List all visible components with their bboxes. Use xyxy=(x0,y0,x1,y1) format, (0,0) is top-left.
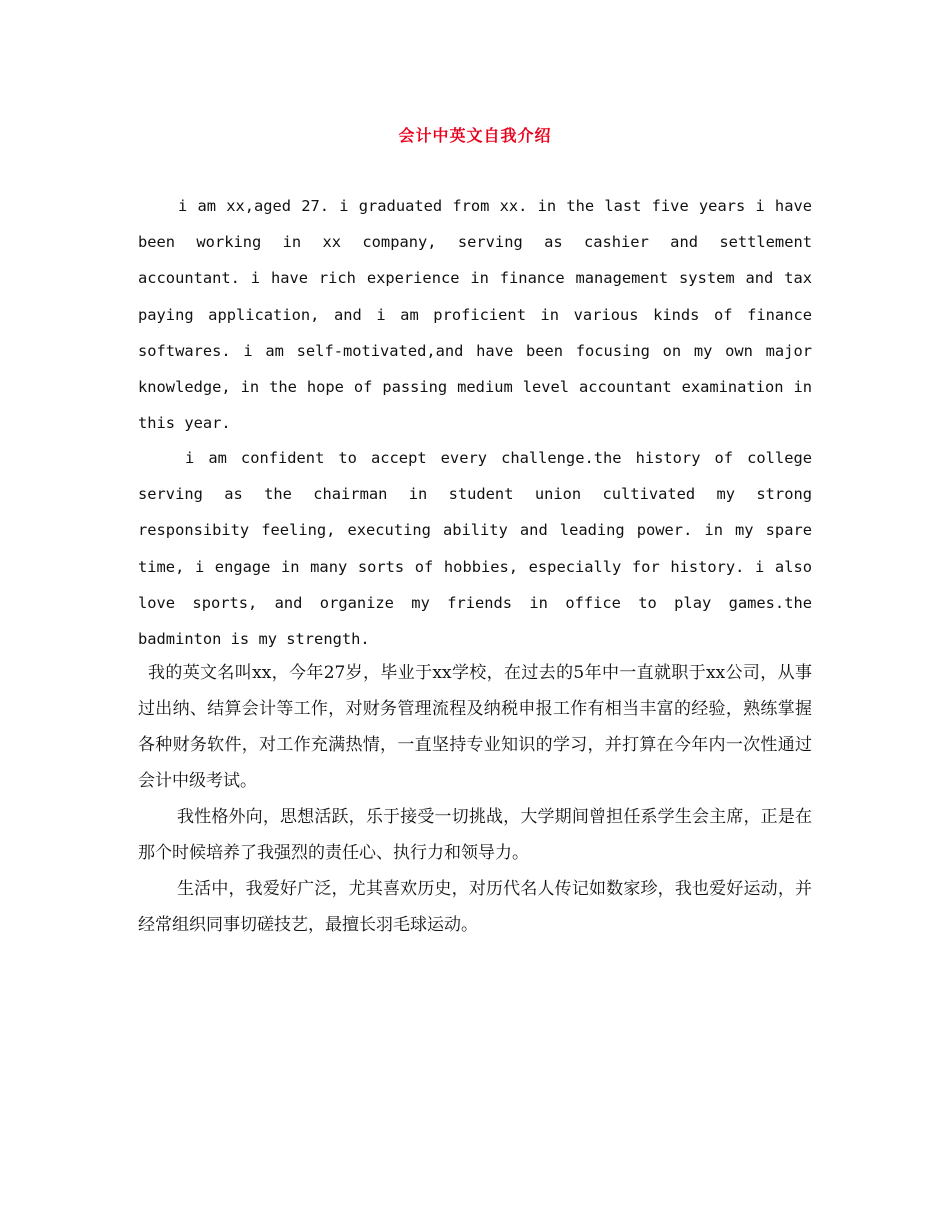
english-paragraph-2: i am confident to accept every challenge.the history of college serving as the chairman in student union cultivated my strong responsibity feeling, executing ability and leading power. in my spare time, i engage in many sorts of hobbies, especially for history. i also love sports, and organize my friends in office to play games.the badminton is my strength. xyxy=(138,449,812,649)
chinese-paragraph-2: 我性格外向，思想活跃，乐于接受一切挑战，大学期间曾担任系学生会主席，正是在那个时候培养了我强烈的责任心、执行力和领导力。 xyxy=(138,807,812,863)
chinese-paragraph-3: 生活中，我爱好广泛，尤其喜欢历史，对历代名人传记如数家珍，我也爱好运动，并经常组织同事切磋技艺，最擅长羽毛球运动。 xyxy=(138,879,812,935)
document-title: 会计中英文自我介绍 xyxy=(398,126,552,145)
chinese-paragraph-1: 我的英文名叫xx，今年27岁，毕业于xx学校，在过去的5年中一直就职于xx公司，从事过出纳、结算会计等工作，对财务管理流程及纳税申报工作有相当丰富的经验，熟练掌握各种财务软件，对工作充满热情，一直坚持专业知识的学习，并打算在今年内一次性通过会计中级考试。 xyxy=(138,663,812,791)
english-paragraph-1: i am xx,aged 27. i graduated from xx. in the last five years i have been working in xx company, serving as cashier and settlement accountant. i have rich experience in finance management system and tax paying application, and i am proficient in various kinds of finance softwares. i am self-motivated,and have been focusing on my own major knowledge, in the hope of passing medium level accountant examination in this year. xyxy=(138,197,812,433)
